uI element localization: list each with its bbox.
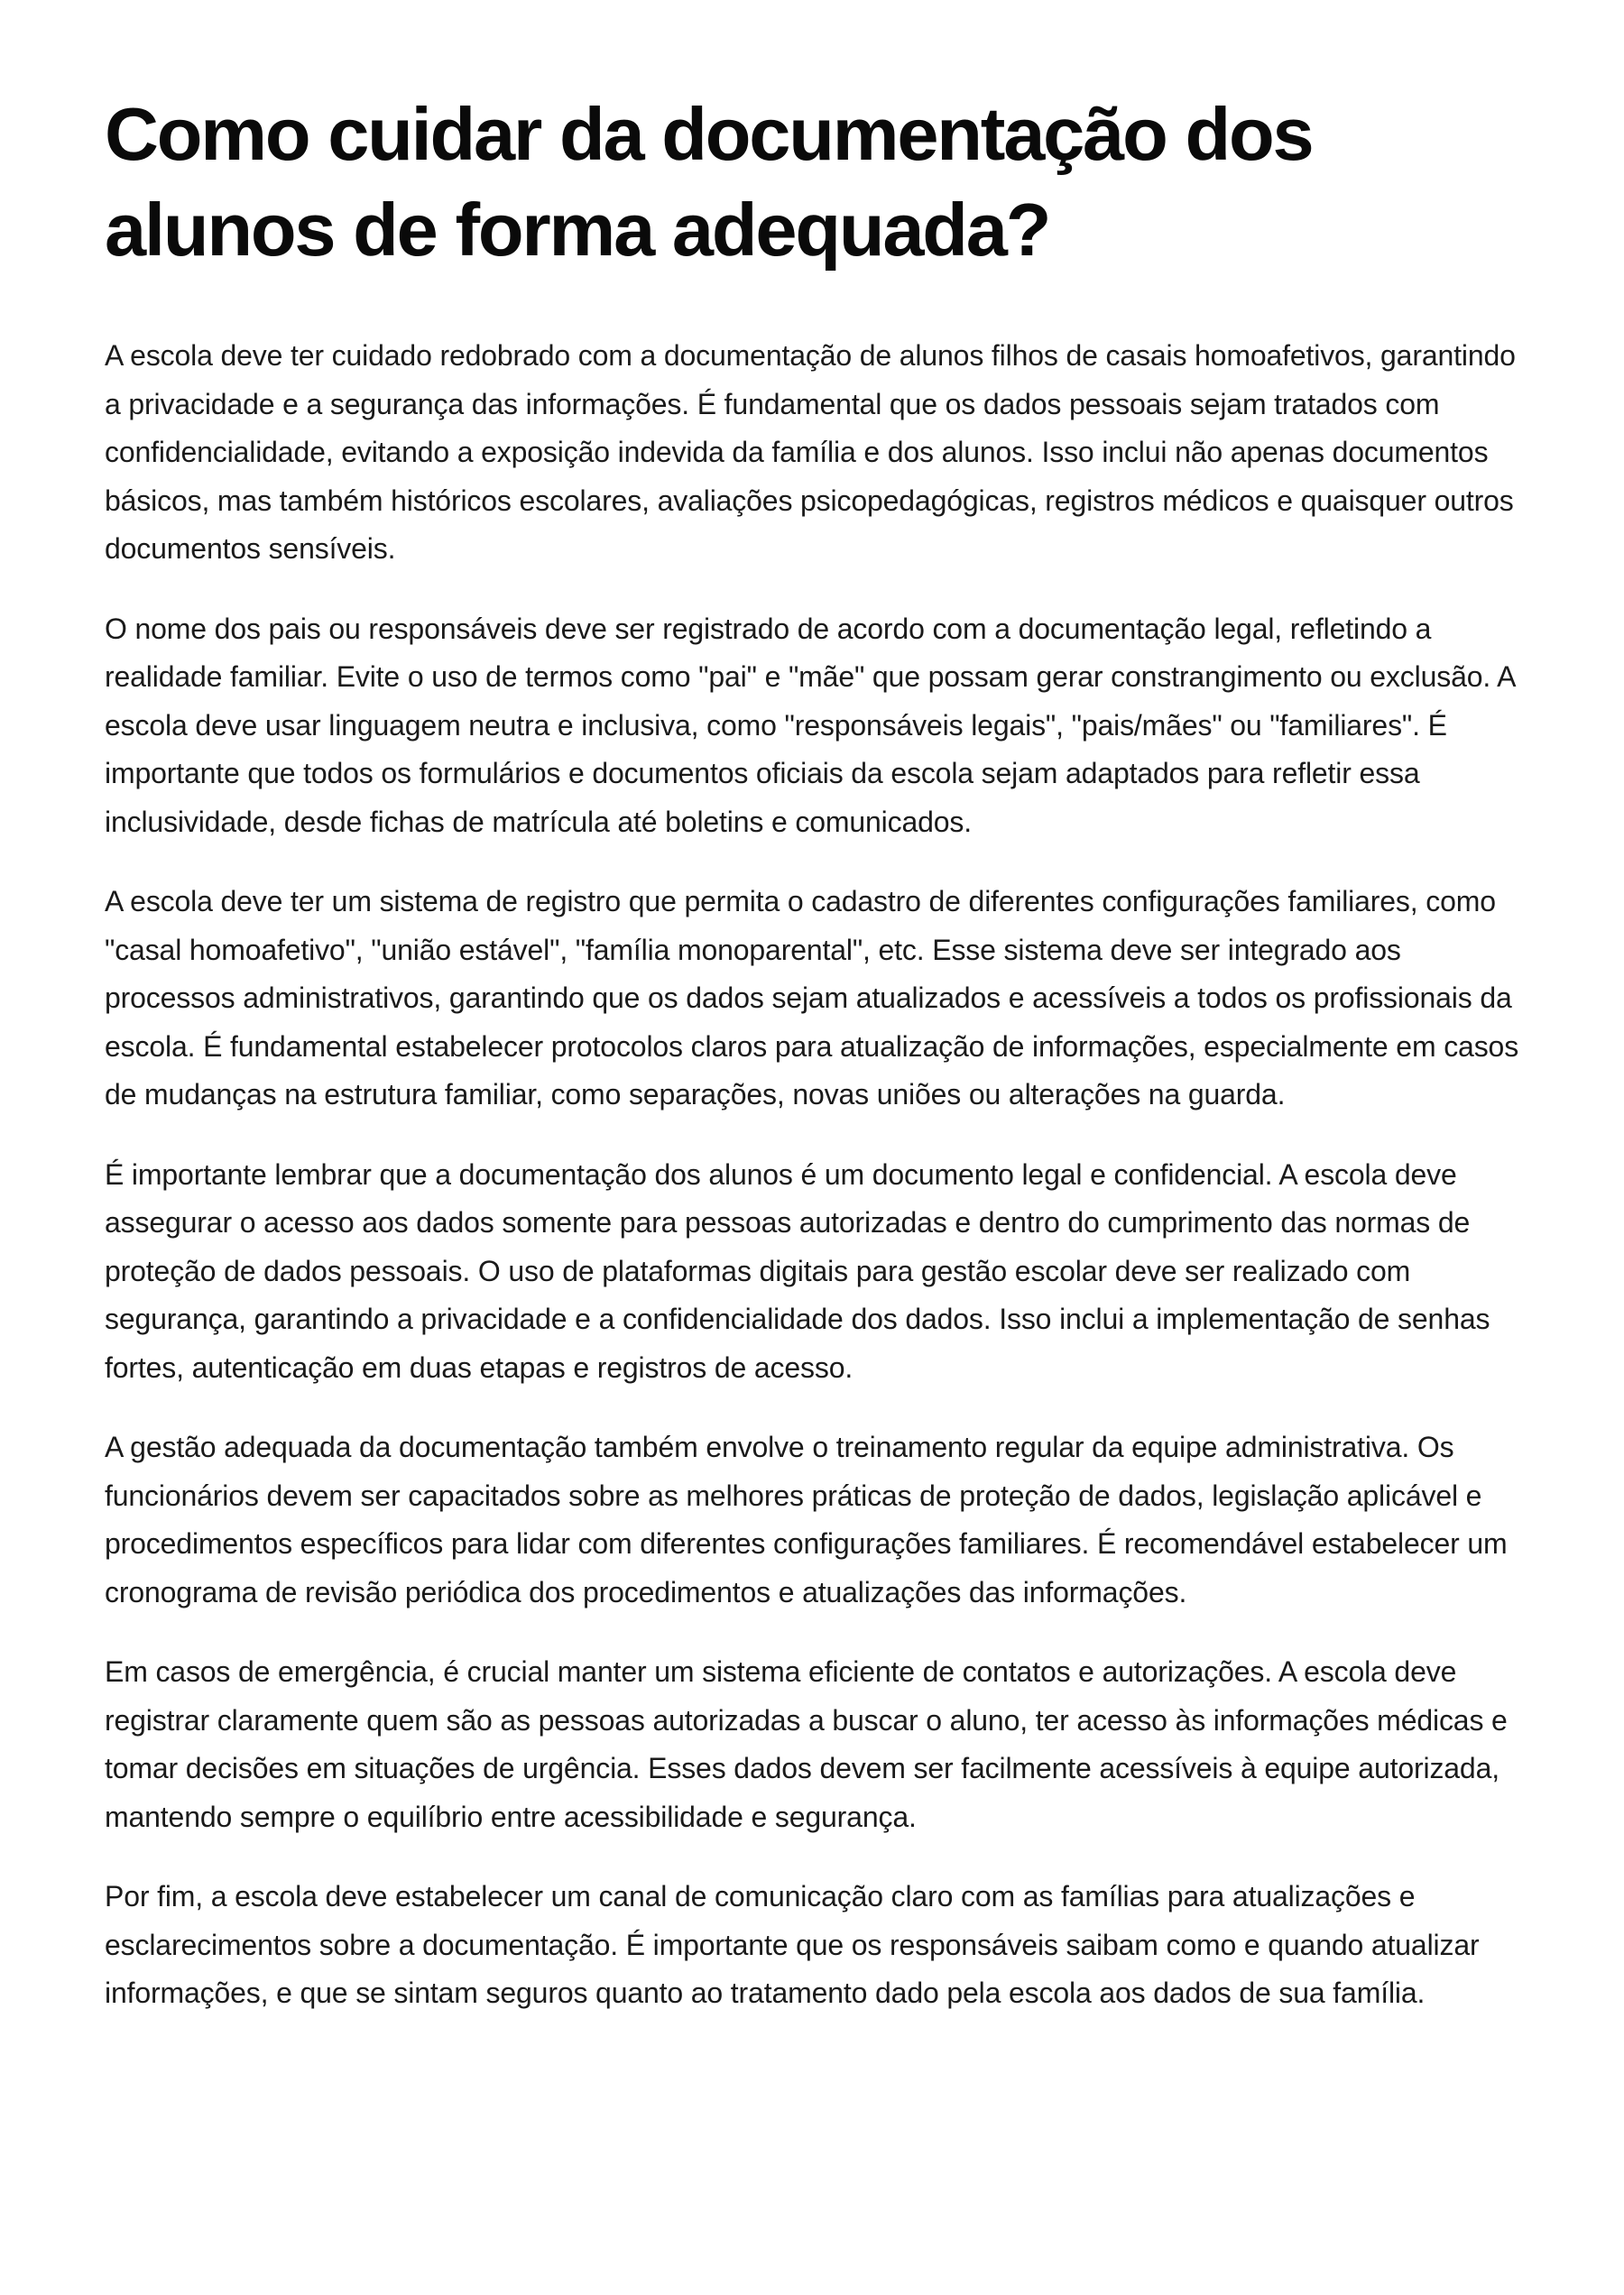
page-title: Como cuidar da documentação dos alunos de forma adequada? <box>105 92 1313 272</box>
paragraph-7: Por fim, a escola deve estabelecer um canal de comunicação claro com as famílias para atualizações e esclarecimentos sobre a documentação. É importante que os responsáveis saibam como e quando atualizar informações, e que se sintam seguros quanto ao tratamento dado pela escola aos dados de sua família. <box>105 1880 1480 2009</box>
paragraph-1: A escola deve ter cuidado redobrado com a documentação de alunos filhos de casais homoafetivos, garantindo a privacidade e a segurança das informações. É fundamental que os dados pessoais sejam tratados com confidencialidade, evitando a exposição indevida da família e dos alunos. Isso inclui não apenas documentos básicos, mas também históricos escolares, avaliações psicopedagógicas, registros médicos e quaisquer outros documentos sensíveis. <box>105 339 1516 565</box>
document-body <box>105 332 1530 2018</box>
paragraph-3: A escola deve ter um sistema de registro que permita o cadastro de diferentes configurações familiares, como "casal homoafetivo", "união estável", "família monoparental", etc. Esse sistema deve ser integrado aos processos administrativos, garantindo que os dados sejam atualizados e acessíveis a todos os profissionais da escola. É fundamental estabelecer protocolos claros para atualização de informações, especialmente em casos de mudanças na estrutura familiar, como separações, novas uniões ou alterações na guarda. <box>105 885 1519 1111</box>
document-page <box>105 87 1530 2050</box>
paragraph-6: Em casos de emergência, é crucial manter um sistema eficiente de contatos e autorizações. A escola deve registrar claramente quem são as pessoas autorizadas a buscar o aluno, ter acesso às informações médicas e tomar decisões em situações de urgência. Esses dados devem ser facilmente acessíveis à equipe autorizada, mantendo sempre o equilíbrio entre acessibilidade e segurança. <box>105 1655 1508 1833</box>
paragraph-4: É importante lembrar que a documentação dos alunos é um documento legal e confidencial. A escola deve assegurar o acesso aos dados somente para pessoas autorizadas e dentro do cumprimento das normas de proteção de dados pessoais. O uso de plataformas digitais para gestão escolar deve ser realizado com segurança, garantindo a privacidade e a confidencialidade dos dados. Isso inclui a implementação de senhas fortes, autenticação em duas etapas e registros de acesso. <box>105 1157 1490 1384</box>
paragraph-2: O nome dos pais ou responsáveis deve ser registrado de acordo com a documentação legal, refletindo a realidade familiar. Evite o uso de termos como "pai" e "mãe" que possam gerar constrangimento ou exclusão. A escola deve usar linguagem neutra e inclusiva, como "responsáveis legais", "pais/mães" ou "familiares". É importante que todos os formulários e documentos oficiais da escola sejam adaptados para refletir essa inclusividade, desde fichas de matrícula até boletins e comunicados. <box>105 612 1515 838</box>
paragraph-5: A gestão adequada da documentação também envolve o treinamento regular da equipe administrativa. Os funcionários devem ser capacitados sobre as melhores práticas de proteção de dados, legislação aplicável e procedimentos específicos para lidar com diferentes configurações familiares. É recomendável estabelecer um cronograma de revisão periódica dos procedimentos e atualizações das informações. <box>105 1431 1508 1608</box>
